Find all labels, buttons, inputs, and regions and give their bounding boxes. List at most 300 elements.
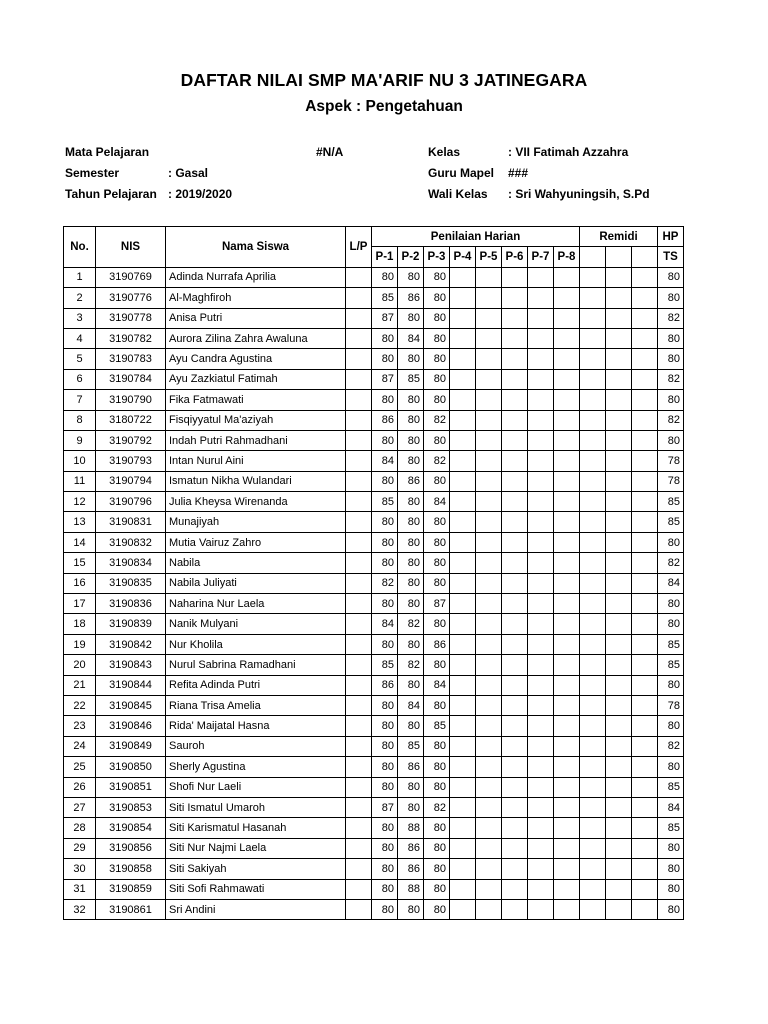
row-remidi-3 — [632, 308, 658, 328]
table-row — [64, 716, 684, 736]
row-p7 — [528, 451, 554, 471]
row-name: Nabila — [166, 553, 346, 573]
row-no: 31 — [64, 879, 96, 899]
row-p1: 87 — [372, 308, 398, 328]
row-hpts: 85 — [658, 655, 684, 675]
row-remidi-1 — [580, 614, 606, 634]
row-p2: 88 — [398, 818, 424, 838]
row-no: 12 — [64, 492, 96, 512]
row-p6 — [502, 859, 528, 879]
row-remidi-2 — [606, 614, 632, 634]
row-no: 16 — [64, 573, 96, 593]
row-lp — [346, 634, 372, 654]
row-p5 — [476, 553, 502, 573]
table-row — [64, 328, 684, 348]
row-no: 8 — [64, 410, 96, 430]
row-no: 15 — [64, 553, 96, 573]
row-p6 — [502, 614, 528, 634]
row-p8 — [554, 573, 580, 593]
row-no: 21 — [64, 675, 96, 695]
row-hpts: 80 — [658, 532, 684, 552]
row-p3: 80 — [424, 369, 450, 389]
row-remidi-1 — [580, 492, 606, 512]
row-name: Riana Trisa Amelia — [166, 695, 346, 715]
row-name: Siti Ismatul Umaroh — [166, 797, 346, 817]
meta-value: ### — [508, 166, 529, 180]
row-p5 — [476, 430, 502, 450]
row-nis: 3190859 — [96, 879, 166, 899]
row-p6 — [502, 390, 528, 410]
row-no: 25 — [64, 757, 96, 777]
row-p4 — [450, 594, 476, 614]
row-p1: 80 — [372, 777, 398, 797]
row-remidi-3 — [632, 594, 658, 614]
meta-labels-left — [65, 142, 157, 205]
row-p2: 80 — [398, 716, 424, 736]
row-remidi-2 — [606, 797, 632, 817]
row-p3: 80 — [424, 553, 450, 573]
row-no: 30 — [64, 859, 96, 879]
row-p7 — [528, 838, 554, 858]
row-p5 — [476, 634, 502, 654]
grades-body — [64, 267, 684, 920]
row-no: 9 — [64, 430, 96, 450]
row-p8 — [554, 594, 580, 614]
row-p3: 80 — [424, 471, 450, 491]
row-p2: 80 — [398, 675, 424, 695]
row-name: Mutia Vairuz Zahro — [166, 532, 346, 552]
row-p6 — [502, 532, 528, 552]
row-remidi-3 — [632, 757, 658, 777]
row-p3: 80 — [424, 859, 450, 879]
row-p7 — [528, 655, 554, 675]
row-p2: 85 — [398, 369, 424, 389]
row-p3: 80 — [424, 328, 450, 348]
row-p5 — [476, 899, 502, 919]
meta-mid — [316, 142, 343, 163]
row-remidi-1 — [580, 695, 606, 715]
row-nis: 3190839 — [96, 614, 166, 634]
row-lp — [346, 369, 372, 389]
meta-value: : Sri Wahyuningsih, S.Pd — [508, 187, 650, 201]
row-hpts: 80 — [658, 838, 684, 858]
row-remidi-1 — [580, 655, 606, 675]
row-hpts: 80 — [658, 859, 684, 879]
row-p4 — [450, 390, 476, 410]
row-remidi-3 — [632, 655, 658, 675]
row-p4 — [450, 675, 476, 695]
row-remidi-1 — [580, 879, 606, 899]
header-p4: P-4 — [450, 247, 476, 267]
row-p3: 82 — [424, 410, 450, 430]
row-p6 — [502, 451, 528, 471]
row-p7 — [528, 594, 554, 614]
row-nis: 3190834 — [96, 553, 166, 573]
row-p7 — [528, 512, 554, 532]
row-p1: 80 — [372, 430, 398, 450]
row-p1: 80 — [372, 879, 398, 899]
row-p4 — [450, 328, 476, 348]
row-p8 — [554, 349, 580, 369]
table-row — [64, 655, 684, 675]
row-p3: 80 — [424, 288, 450, 308]
meta-label: Kelas — [428, 145, 461, 159]
table-row — [64, 492, 684, 512]
row-remidi-1 — [580, 675, 606, 695]
row-remidi-2 — [606, 410, 632, 430]
table-row — [64, 797, 684, 817]
row-name: Siti Sofi Rahmawati — [166, 879, 346, 899]
row-p2: 85 — [398, 736, 424, 756]
header-ts: TS — [658, 247, 684, 267]
row-p4 — [450, 553, 476, 573]
row-p1: 80 — [372, 267, 398, 287]
row-p8 — [554, 410, 580, 430]
row-hpts: 78 — [658, 471, 684, 491]
meta-label: Wali Kelas — [428, 187, 488, 201]
row-p1: 80 — [372, 390, 398, 410]
row-remidi-3 — [632, 553, 658, 573]
row-p1: 80 — [372, 471, 398, 491]
row-p7 — [528, 410, 554, 430]
row-remidi-2 — [606, 859, 632, 879]
row-name: Aurora Zilina Zahra Awaluna — [166, 328, 346, 348]
meta-values-right — [508, 142, 650, 205]
row-p1: 84 — [372, 451, 398, 471]
row-name: Fisqiyyatul Ma'aziyah — [166, 410, 346, 430]
header-p3: P-3 — [424, 247, 450, 267]
row-nis: 3190792 — [96, 430, 166, 450]
row-lp — [346, 308, 372, 328]
header-p8: P-8 — [554, 247, 580, 267]
row-hpts: 82 — [658, 308, 684, 328]
row-p8 — [554, 838, 580, 858]
row-nis: 3190831 — [96, 512, 166, 532]
row-hpts: 82 — [658, 410, 684, 430]
row-p6 — [502, 328, 528, 348]
row-p2: 86 — [398, 757, 424, 777]
row-p2: 80 — [398, 594, 424, 614]
table-row — [64, 594, 684, 614]
row-p3: 80 — [424, 573, 450, 593]
row-remidi-1 — [580, 369, 606, 389]
row-hpts: 80 — [658, 675, 684, 695]
row-p5 — [476, 859, 502, 879]
row-name: Ismatun Nikha Wulandari — [166, 471, 346, 491]
meta-label: Mata Pelajaran — [65, 145, 150, 159]
row-p2: 80 — [398, 797, 424, 817]
row-no: 24 — [64, 736, 96, 756]
row-p4 — [450, 695, 476, 715]
row-p5 — [476, 267, 502, 287]
header-remidi: Remidi — [580, 227, 658, 247]
row-p6 — [502, 553, 528, 573]
row-p3: 80 — [424, 655, 450, 675]
row-p6 — [502, 410, 528, 430]
row-p5 — [476, 532, 502, 552]
row-p5 — [476, 879, 502, 899]
table-row — [64, 634, 684, 654]
row-remidi-1 — [580, 634, 606, 654]
row-remidi-2 — [606, 492, 632, 512]
row-remidi-3 — [632, 716, 658, 736]
row-p5 — [476, 451, 502, 471]
row-no: 28 — [64, 818, 96, 838]
table-row — [64, 308, 684, 328]
row-p5 — [476, 594, 502, 614]
row-name: Ayu Zazkiatul Fatimah — [166, 369, 346, 389]
row-nis: 3190790 — [96, 390, 166, 410]
row-remidi-3 — [632, 410, 658, 430]
row-lp — [346, 716, 372, 736]
row-no: 18 — [64, 614, 96, 634]
row-lp — [346, 777, 372, 797]
row-p3: 86 — [424, 634, 450, 654]
row-lp — [346, 655, 372, 675]
row-name: Indah Putri Rahmadhani — [166, 430, 346, 450]
row-remidi-2 — [606, 471, 632, 491]
row-p7 — [528, 736, 554, 756]
row-remidi-3 — [632, 736, 658, 756]
row-p5 — [476, 695, 502, 715]
row-remidi-1 — [580, 899, 606, 919]
row-remidi-2 — [606, 369, 632, 389]
row-p1: 84 — [372, 614, 398, 634]
row-p2: 84 — [398, 328, 424, 348]
row-p5 — [476, 390, 502, 410]
meta-value: : VII Fatimah Azzahra — [508, 145, 629, 159]
row-name: Fika Fatmawati — [166, 390, 346, 410]
row-p3: 82 — [424, 451, 450, 471]
row-nis: 3190832 — [96, 532, 166, 552]
row-p6 — [502, 695, 528, 715]
row-p6 — [502, 899, 528, 919]
row-p4 — [450, 818, 476, 838]
row-remidi-2 — [606, 349, 632, 369]
row-no: 22 — [64, 695, 96, 715]
row-p2: 80 — [398, 512, 424, 532]
row-p7 — [528, 797, 554, 817]
row-p1: 86 — [372, 675, 398, 695]
row-lp — [346, 288, 372, 308]
row-p8 — [554, 879, 580, 899]
row-remidi-2 — [606, 594, 632, 614]
row-p3: 80 — [424, 430, 450, 450]
row-p8 — [554, 451, 580, 471]
row-lp — [346, 573, 372, 593]
row-p3: 80 — [424, 349, 450, 369]
row-p7 — [528, 471, 554, 491]
table-row — [64, 573, 684, 593]
table-row — [64, 614, 684, 634]
row-remidi-1 — [580, 390, 606, 410]
row-p1: 82 — [372, 573, 398, 593]
row-name: Refita Adinda Putri — [166, 675, 346, 695]
row-p4 — [450, 451, 476, 471]
row-p2: 82 — [398, 655, 424, 675]
row-nis: 3190851 — [96, 777, 166, 797]
row-p3: 80 — [424, 777, 450, 797]
row-remidi-3 — [632, 532, 658, 552]
row-remidi-2 — [606, 736, 632, 756]
row-p8 — [554, 369, 580, 389]
header-remidi-3 — [632, 247, 658, 267]
row-nis: 3190853 — [96, 797, 166, 817]
row-p5 — [476, 471, 502, 491]
row-hpts: 85 — [658, 634, 684, 654]
row-p1: 85 — [372, 655, 398, 675]
row-lp — [346, 390, 372, 410]
row-name: Siti Karismatul Hasanah — [166, 818, 346, 838]
row-p7 — [528, 818, 554, 838]
row-remidi-1 — [580, 430, 606, 450]
row-nis: 3190843 — [96, 655, 166, 675]
row-p6 — [502, 471, 528, 491]
row-p3: 80 — [424, 390, 450, 410]
row-no: 10 — [64, 451, 96, 471]
row-p3: 80 — [424, 879, 450, 899]
row-hpts: 85 — [658, 777, 684, 797]
row-name: Munajiyah — [166, 512, 346, 532]
row-p1: 80 — [372, 757, 398, 777]
row-p5 — [476, 512, 502, 532]
row-p5 — [476, 818, 502, 838]
row-remidi-2 — [606, 675, 632, 695]
row-name: Anisa Putri — [166, 308, 346, 328]
row-no: 32 — [64, 899, 96, 919]
row-remidi-3 — [632, 634, 658, 654]
row-remidi-2 — [606, 879, 632, 899]
row-p4 — [450, 777, 476, 797]
row-no: 20 — [64, 655, 96, 675]
header-no: No. — [64, 227, 96, 268]
table-row — [64, 390, 684, 410]
row-p4 — [450, 797, 476, 817]
row-lp — [346, 471, 372, 491]
row-remidi-3 — [632, 675, 658, 695]
row-p1: 80 — [372, 512, 398, 532]
row-no: 1 — [64, 267, 96, 287]
row-p6 — [502, 267, 528, 287]
row-p1: 80 — [372, 695, 398, 715]
header-p5: P-5 — [476, 247, 502, 267]
table-row — [64, 553, 684, 573]
row-p8 — [554, 430, 580, 450]
row-remidi-3 — [632, 818, 658, 838]
row-p3: 80 — [424, 308, 450, 328]
row-nis: 3190784 — [96, 369, 166, 389]
row-p5 — [476, 838, 502, 858]
row-nis: 3190842 — [96, 634, 166, 654]
table-row — [64, 859, 684, 879]
row-nis: 3190856 — [96, 838, 166, 858]
row-p8 — [554, 328, 580, 348]
meta-value: : Gasal — [168, 166, 209, 180]
row-p6 — [502, 369, 528, 389]
row-p3: 80 — [424, 267, 450, 287]
row-p3: 85 — [424, 716, 450, 736]
row-p2: 86 — [398, 859, 424, 879]
row-p5 — [476, 369, 502, 389]
row-remidi-3 — [632, 899, 658, 919]
row-p7 — [528, 328, 554, 348]
row-nis: 3190854 — [96, 818, 166, 838]
row-hpts: 80 — [658, 390, 684, 410]
row-remidi-1 — [580, 532, 606, 552]
header-p7: P-7 — [528, 247, 554, 267]
row-name: Nabila Juliyati — [166, 573, 346, 593]
table-row — [64, 288, 684, 308]
row-p7 — [528, 369, 554, 389]
row-remidi-1 — [580, 716, 606, 736]
row-p3: 80 — [424, 818, 450, 838]
row-lp — [346, 859, 372, 879]
row-lp — [346, 879, 372, 899]
row-p5 — [476, 328, 502, 348]
header-remidi-2 — [606, 247, 632, 267]
table-row — [64, 430, 684, 450]
row-nis: 3190776 — [96, 288, 166, 308]
row-remidi-2 — [606, 655, 632, 675]
row-remidi-1 — [580, 553, 606, 573]
row-p3: 80 — [424, 512, 450, 532]
row-remidi-1 — [580, 267, 606, 287]
row-p6 — [502, 879, 528, 899]
row-remidi-2 — [606, 328, 632, 348]
row-p8 — [554, 655, 580, 675]
row-lp — [346, 430, 372, 450]
row-p7 — [528, 573, 554, 593]
row-remidi-1 — [580, 451, 606, 471]
row-lp — [346, 512, 372, 532]
row-hpts: 80 — [658, 899, 684, 919]
row-lp — [346, 797, 372, 817]
table-row — [64, 757, 684, 777]
row-p2: 80 — [398, 308, 424, 328]
row-p8 — [554, 308, 580, 328]
row-p1: 86 — [372, 410, 398, 430]
row-p1: 80 — [372, 859, 398, 879]
table-row — [64, 532, 684, 552]
row-p3: 80 — [424, 736, 450, 756]
row-lp — [346, 675, 372, 695]
row-p8 — [554, 899, 580, 919]
row-p2: 80 — [398, 573, 424, 593]
row-no: 6 — [64, 369, 96, 389]
header-p1: P-1 — [372, 247, 398, 267]
row-p4 — [450, 308, 476, 328]
row-remidi-1 — [580, 349, 606, 369]
row-p4 — [450, 757, 476, 777]
row-p8 — [554, 532, 580, 552]
row-lp — [346, 757, 372, 777]
row-p3: 80 — [424, 695, 450, 715]
row-p4 — [450, 899, 476, 919]
row-remidi-3 — [632, 430, 658, 450]
row-p8 — [554, 512, 580, 532]
row-remidi-3 — [632, 492, 658, 512]
row-p6 — [502, 675, 528, 695]
meta-label: Semester — [65, 166, 120, 180]
row-p1: 80 — [372, 818, 398, 838]
row-p7 — [528, 308, 554, 328]
row-p4 — [450, 614, 476, 634]
row-hpts: 80 — [658, 430, 684, 450]
row-no: 17 — [64, 594, 96, 614]
row-name: Nurul Sabrina Ramadhani — [166, 655, 346, 675]
row-remidi-1 — [580, 471, 606, 491]
row-remidi-1 — [580, 838, 606, 858]
